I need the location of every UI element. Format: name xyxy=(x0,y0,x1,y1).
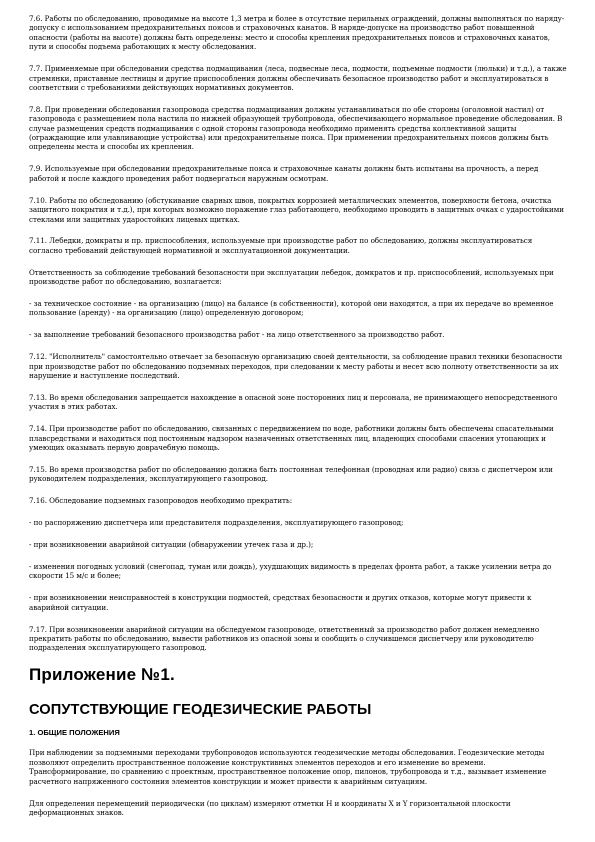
paragraph: 7.6. Работы по обследованию, проводимые на высоте 1,3 метра и более в отсутствие перильных ограждений, должны выполняться по наряду-допуску с использованием предохранительных поясов и страховочных канатов. В наряде-допуске на производство работ повышенной опасности (работы на высоте) должны быть определены: место и способы крепления предохранительных поясов и страховочных канатов, пути и способы подъема работающих к месту обследования. xyxy=(29,14,565,52)
document-page xyxy=(29,14,567,830)
subsection-title: 1. ОБЩИЕ ПОЛОЖЕНИЯ xyxy=(29,728,120,738)
paragraph: При наблюдении за подземными переходами трубопроводов используются геодезические методы обследования. Геодезические методы позволяют определить пространственное положение конструктивных элементов переходов и его изменение во времени. Трансформирование, по сравнению с проектным, пространственное положение опор, пилонов, трубопровода и т.д., вызывает изменение расчетного напряженного состояния элементов конструкции и может привести к аварийным ситуациям. xyxy=(29,748,547,786)
paragraph: - по распоряжению диспетчера или представителя подразделения, эксплуатирующего газопровод; xyxy=(29,518,404,528)
paragraph: - при возникновении аварийной ситуации (обнаружении утечек газа и др.); xyxy=(29,540,314,550)
paragraph: - за выполнение требований безопасного производства работ - на лицо ответственного за производство работ. xyxy=(29,330,445,340)
paragraph: 7.13. Во время обследования запрещается нахождение в опасной зоне посторонних лиц и персонала, не принимающего непосредственного участия в этих работах. xyxy=(29,392,558,412)
paragraph: 7.10. Работы по обследованию (обстукивание сварных швов, покрытых коррозией металлических элементов, поверхности бетона, очистка защитного покрытия и т.д.), при которых возможно поражение глаз работающего, необходимо проводить в защитных очках с ударостойкими стеклами или защитных ударостойких лицевых щитках. xyxy=(29,195,564,224)
general-provisions-section xyxy=(29,748,567,817)
paragraph: - при возникновении неисправностей в конструкции подмостей, средствах безопасности и других отказов, которые могут привести к аварийной ситуации. xyxy=(29,593,532,612)
paragraph: 7.14. При производстве работ по обследованию, связанных с передвижением по воде, работники должны быть обеспечены спасательными плавсредствами и находиться под постоянным надзором назначенных ответственных лиц, владеющих способами спасения утопающих и умеющих оказывать первую доврачебную помощь. xyxy=(29,424,554,453)
safety-requirements-section xyxy=(29,14,567,653)
paragraph: 7.15. Во время производства работ по обследованию должна быть постоянная телефонная (проводная или радио) связь с диспетчером или руководителем подразделения, эксплуатирующего газопровод. xyxy=(29,465,553,484)
appendix-title: Приложение №1. xyxy=(29,665,175,685)
paragraph: - изменения погодных условий (снегопад, туман или дождь), ухудшающих видимость в пределах фронта работ, а также усилении ветра до скорости 15 м/с и более; xyxy=(29,562,552,581)
paragraph: 7.17. При возникновении аварийной ситуации на обследуемом газопроводе, ответственный за производство работ должен немедленно прекратить работы по обследованию, вывести работников из опасной зоны и сообщить о случившемся диспетчеру или руководителю подразделения эксплуатирующего газопровод. xyxy=(29,624,540,653)
paragraph: 7.8. При проведении обследования газопровода средства подмащивания должны устанавливаться по обе стороны (оголовной настил) от газопровода с размещением пола настила по нижней образующей трубопровода, обеспечивающего нормальное проведение обследования. В случае размещения средств подмащивания с одной стороны газопровода необходимо применять средства коллективной защиты (ограждающие или улавливающие устройства) или предохранительные пояса. При применении предохранительных поясов должны быть определены места и способы их крепления. xyxy=(29,104,563,152)
paragraph: 7.16. Обследование подземных газопроводов необходимо прекратить: xyxy=(29,496,293,506)
paragraph: 7.7. Применяемые при обследовании средства подмащивания (леса, подвесные леса, подмости, подъемные подмости (люльки) и т.д.), а также стремянки, приставные лестницы и другие приспособления должны обеспечивать безопасное производство работ и эксплуатироваться в соответствии с требованиями действующих нормативных документов. xyxy=(29,64,567,92)
paragraph: 7.12. "Исполнитель" самостоятельно отвечает за безопасную организацию своей деятельности, за соблюдение правил техники безопасности при производстве работ по обследованию подземных переходов, при следовании к месту работы и несет всю полноту ответственности за их нарушение и наступление последствий. xyxy=(29,352,563,381)
paragraph: Для определения перемещений периодически (по циклам) измеряют отметки H и координаты X и Y горизонтальной плоскости деформационных знаков. xyxy=(29,798,511,817)
paragraph: 7.11. Лебедки, домкраты и пр. приспособления, используемые при производстве работ по обследованию, должны эксплуатироваться согласно требований действующей нормативной и эксплуатационной документации. xyxy=(29,236,533,255)
paragraph: - за техническое состояние - на организацию (лицо) на балансе (в собственности), которой они находятся, а при их передаче во временное пользование (аренду) - на организацию (лицо) определенную договором; xyxy=(29,299,554,318)
paragraph: Ответственность за соблюдение требований безопасности при эксплуатации лебедок, домкратов и пр. приспособлений, используемых при производстве работ по обследованию, возлагается: xyxy=(29,267,554,287)
paragraph: 7.9. Используемые при обследовании предохранительные пояса и страховочные канаты должны быть испытаны на прочность, а перед работой и после каждого проведения работ подвергаться наружным осмотрам. xyxy=(29,164,539,183)
section-title: СОПУТСТВУЮЩИЕ ГЕОДЕЗИЧЕСКИЕ РАБОТЫ xyxy=(29,702,372,719)
